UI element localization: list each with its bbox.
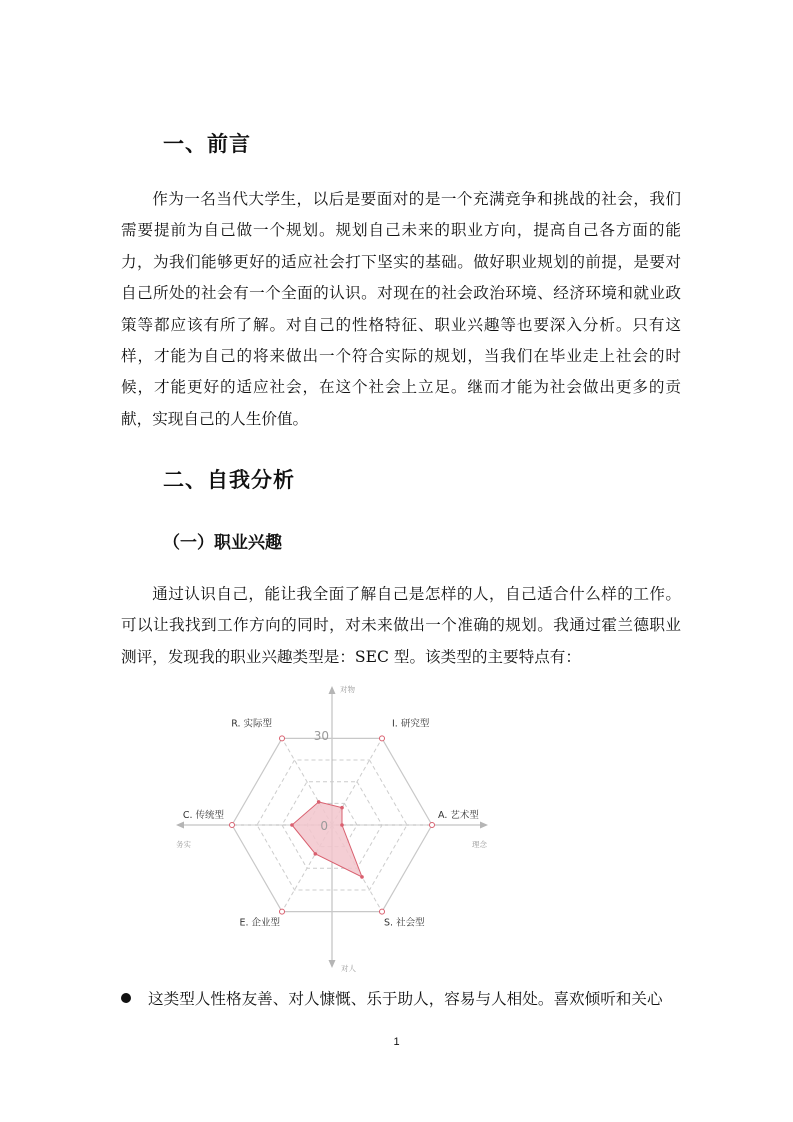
axis-title-top: 对物 [340, 685, 355, 694]
vertex-marker-6 [280, 736, 285, 741]
data-area [292, 802, 362, 877]
vertex-marker-3 [380, 909, 385, 914]
holland-radar-chart [160, 680, 510, 980]
scale-label-max: 30 [313, 729, 329, 743]
vertical-axis-arrow-up [329, 686, 336, 694]
data-point-3 [360, 875, 364, 879]
data-point-4 [314, 852, 318, 856]
data-point-1 [340, 806, 344, 810]
axis-label-6: R. 实际型 [231, 718, 272, 730]
axis-label-4: E. 企业型 [239, 917, 280, 929]
axis-label-5: C. 传统型 [182, 810, 224, 821]
vertex-marker-2 [430, 823, 435, 828]
data-point-2 [340, 823, 344, 827]
subsection-title-career-interest: （一）职业兴趣 [163, 533, 282, 553]
section-title-preface: 一、前言 [163, 132, 251, 156]
preface-paragraph: 作为一名当代大学生，以后是要面对的是一个充满竞争和挑战的社会，我们需要提前为自己做一个规划。规划自己未来的职业方向，提高自己各方面的能力，为我们能够更好的适应社会打下坚实的基础。做好职业规划的前提，是要对自己所处的社会有一个全面的认识。对现在的社会政治环境、经济环境和就业政策等都应该有所了解。对自己的性格特征、职业兴趣等也要深入分析。只有这样，才能为自己的将来做出一个符合实际的规划，当我们在毕业走上社会的时候，才能更好的适应社会，在这个社会上立足。继而才能为社会做出更多的贡献，实现自己的人生价值。 [121, 190, 681, 428]
vertex-marker-5 [230, 823, 235, 828]
career-interest-paragraph: 通过认识自己，能让我全面了解自己是怎样的人，自己适合什么样的工作。可以让我找到工作方向的同时，对未来做出一个准确的规划。我通过霍兰德职业测评，发现我的职业兴趣类型是：SEC 型。该类型的主要特点有： [121, 585, 681, 666]
vertex-marker-4 [280, 909, 285, 914]
scale-label-min: 0 [320, 819, 328, 833]
axis-title-right: 理念 [472, 840, 487, 849]
vertex-marker-1 [380, 736, 385, 741]
horizontal-axis-arrow-right [480, 822, 488, 829]
axis-label-2: A. 艺术型 [438, 810, 479, 821]
axis-title-left: 务实 [176, 840, 191, 849]
section-title-self-analysis: 二、自我分析 [163, 468, 295, 492]
vertical-axis-arrow-down [329, 960, 336, 968]
axis-title-bottom: 对人 [341, 964, 356, 973]
bullet-text: 这类型人性格友善、对人慷慨、乐于助人，容易与人相处。喜欢倾听和关心 [148, 990, 663, 1008]
data-point-6 [317, 800, 321, 804]
data-point-5 [290, 823, 294, 827]
axis-label-3: S. 社会型 [384, 917, 425, 929]
horizontal-axis-arrow-left [176, 822, 184, 829]
page-number: 1 [393, 1036, 400, 1048]
axis-label-1: I. 研究型 [392, 718, 430, 730]
bullet-dot-icon [121, 993, 131, 1003]
